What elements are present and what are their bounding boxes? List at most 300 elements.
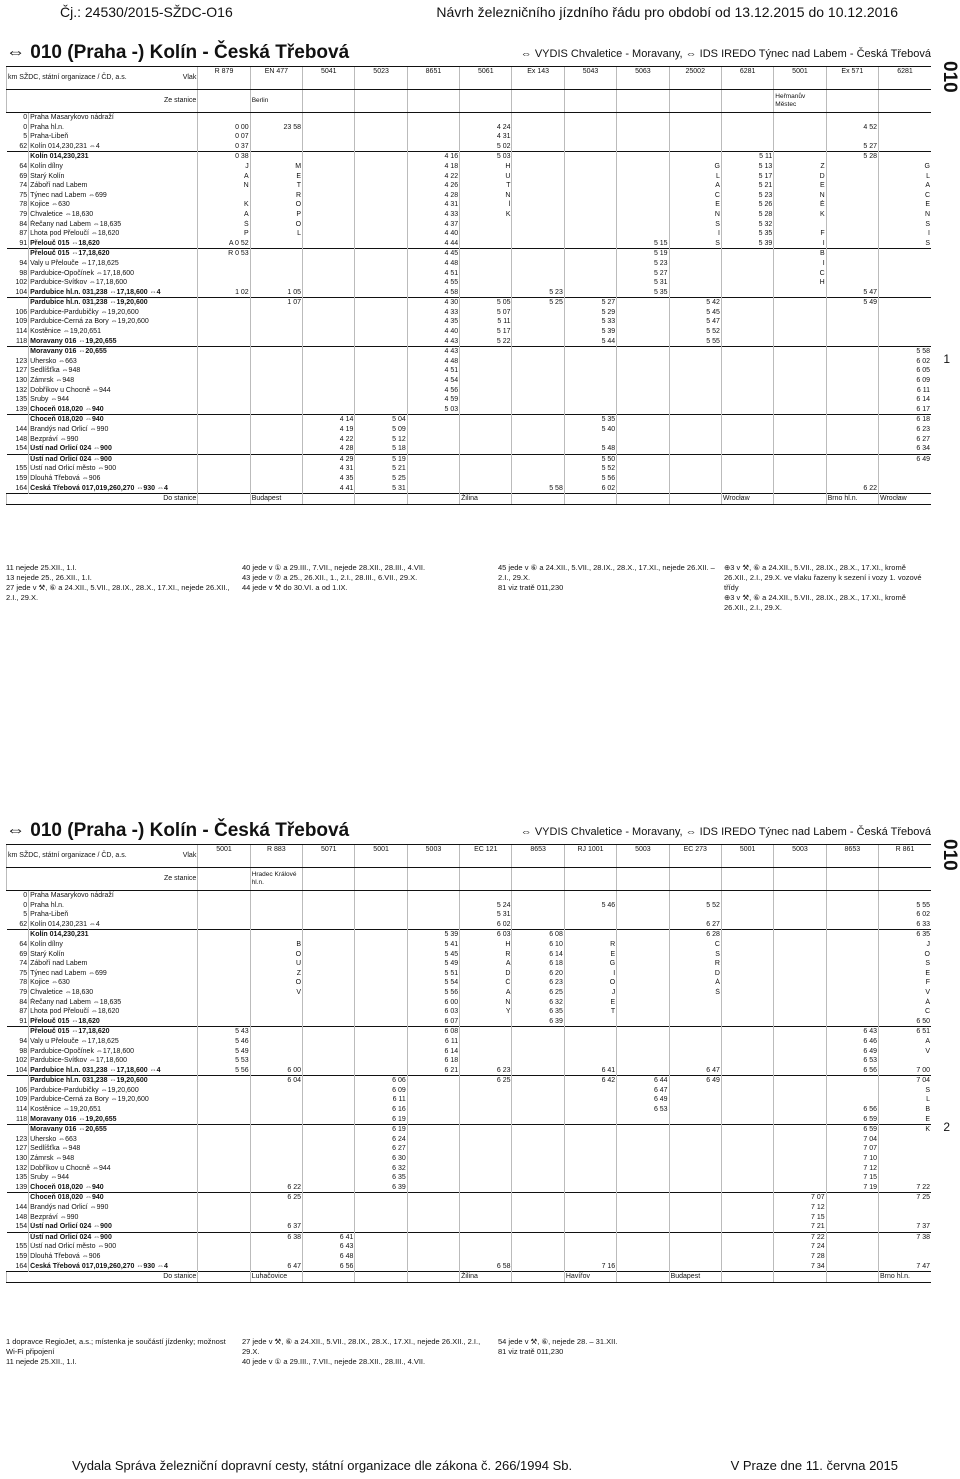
departure-time — [721, 1203, 773, 1213]
departure-time: E — [774, 181, 826, 191]
departure-time: H — [774, 278, 826, 288]
table-row — [7, 1242, 932, 1252]
departure-time — [512, 1232, 564, 1242]
departure-time — [198, 1232, 250, 1242]
departure-time — [250, 474, 302, 484]
departure-time — [721, 249, 773, 259]
departure-time — [355, 152, 407, 162]
departure-time — [250, 239, 302, 249]
departure-time: 6 25 — [512, 988, 564, 998]
departure-time: M — [250, 162, 302, 172]
destination-station — [617, 494, 669, 505]
table-row — [7, 910, 932, 920]
departure-time — [826, 376, 878, 386]
departure-time — [774, 920, 826, 930]
station-name: Brandýs nad Orlicí ⇔990 — [29, 1203, 198, 1213]
departure-time — [564, 123, 616, 133]
departure-time — [407, 1095, 459, 1105]
departure-time — [826, 132, 878, 142]
departure-time — [774, 950, 826, 960]
table-row — [7, 327, 932, 337]
departure-time — [721, 484, 773, 494]
departure-time — [669, 464, 721, 474]
departure-time: A — [879, 1037, 932, 1047]
departure-time — [355, 308, 407, 318]
station-name: Praha hl.n. — [29, 901, 198, 911]
departure-time: 7 15 — [826, 1173, 878, 1183]
station-km — [7, 152, 29, 162]
departure-time — [617, 386, 669, 396]
departure-time: 6 56 — [303, 1262, 355, 1272]
departure-time — [564, 200, 616, 210]
departure-time — [198, 347, 250, 357]
departure-time — [198, 1242, 250, 1252]
departure-time — [774, 1086, 826, 1096]
station-name: Dobříkov u Chocně ⇔944 — [29, 1164, 198, 1174]
departure-time — [355, 210, 407, 220]
notes-column — [242, 563, 492, 593]
departure-time — [198, 1144, 250, 1154]
vlak-label: Vlak — [182, 852, 197, 860]
departure-time — [407, 425, 459, 435]
departure-time — [564, 1047, 616, 1057]
departure-time: 6 14 — [512, 950, 564, 960]
departure-time — [721, 910, 773, 920]
departure-time: 5 56 — [564, 474, 616, 484]
departure-time — [564, 210, 616, 220]
departure-time: 6 08 — [512, 930, 564, 940]
station-km — [7, 1076, 29, 1086]
departure-time: 4 48 — [407, 357, 459, 367]
notes-column — [724, 563, 931, 613]
station-name: Kostěnice ⇔19,20,651 — [29, 1105, 198, 1115]
departure-time: D — [460, 969, 512, 979]
origin-station — [617, 90, 669, 113]
station-name: Přelouč 015 ⇔17,18,620 — [29, 249, 198, 259]
station-name: Týnec nad Labem ⇔699 — [29, 191, 198, 201]
departure-time — [460, 1183, 512, 1193]
departure-time — [407, 464, 459, 474]
destination-station — [198, 1272, 250, 1283]
departure-time — [250, 1095, 302, 1105]
station-name: Choceň 018,020 ⇔940 — [29, 405, 198, 415]
footnote: 40 jede v ① a 29.III., 7.VII., nejede 28.XII., 28.III., 4.VII. — [242, 563, 426, 572]
station-name: Pardubice-Pardubičky ⇔19,20,600 — [29, 1086, 198, 1096]
departure-time — [826, 259, 878, 269]
departure-time — [198, 901, 250, 911]
departure-time: A — [198, 210, 250, 220]
footnote: 44 jede v ⚒ do 30.VI. a od 1.IX. — [242, 583, 348, 592]
departure-time: 6 00 — [250, 1066, 302, 1076]
departure-time — [774, 366, 826, 376]
departure-time — [774, 435, 826, 445]
table-row — [7, 347, 932, 357]
departure-time — [879, 288, 932, 298]
departure-time — [826, 435, 878, 445]
station-km: 123 — [15, 357, 28, 365]
station-km: 135 — [15, 396, 28, 404]
departure-time — [198, 386, 250, 396]
destination-station: Wrocław — [879, 494, 932, 505]
departure-time — [774, 1164, 826, 1174]
departure-time: 6 24 — [355, 1135, 407, 1145]
departure-time — [303, 162, 355, 172]
departure-time — [355, 940, 407, 950]
departure-time: 5 46 — [564, 901, 616, 911]
departure-time: 6 58 — [460, 1262, 512, 1272]
table-row — [7, 1173, 932, 1183]
station-km: 62 — [19, 920, 28, 928]
departure-time — [721, 327, 773, 337]
destination-station — [303, 1272, 355, 1283]
departure-time — [721, 1056, 773, 1066]
departure-time: 6 32 — [512, 998, 564, 1008]
departure-time: 0 00 — [198, 123, 250, 133]
departure-time — [198, 1173, 250, 1183]
departure-time — [303, 1066, 355, 1076]
departure-time — [617, 172, 669, 182]
departure-time: L — [669, 172, 721, 182]
departure-time: 5 44 — [564, 337, 616, 347]
page-number-2: 2 — [943, 1120, 950, 1134]
departure-time — [512, 1173, 564, 1183]
station-km: 69 — [19, 950, 28, 958]
departure-time: 5 33 — [564, 317, 616, 327]
departure-time: 6 06 — [355, 1076, 407, 1086]
departure-time — [250, 376, 302, 386]
departure-time — [721, 988, 773, 998]
departure-time: T — [460, 181, 512, 191]
departure-time — [879, 1203, 932, 1213]
departure-time — [355, 1193, 407, 1203]
station-name: Pardubice-Černá za Bory ⇔19,20,600 — [29, 317, 198, 327]
footnote: 27 jede v ⚒, ⑥ a 24.XII., 5.VII., 28.IX., 28.X., 17.XI., nejede 26.XII., 2.I., 29.X. — [242, 1337, 481, 1356]
departure-time — [774, 1125, 826, 1135]
train-number: Ex 143 — [512, 67, 564, 90]
table-row — [7, 405, 932, 415]
departure-time — [512, 113, 564, 123]
origin-station — [407, 90, 459, 113]
departure-time — [198, 1252, 250, 1262]
departure-time: E — [564, 998, 616, 1008]
table-row — [7, 1164, 932, 1174]
departure-time — [460, 1056, 512, 1066]
station-km: 75 — [19, 191, 28, 199]
departure-time — [879, 123, 932, 133]
departure-time — [564, 220, 616, 230]
departure-time — [250, 249, 302, 259]
departure-time — [879, 484, 932, 494]
departure-time — [303, 910, 355, 920]
departure-time: 6 03 — [460, 930, 512, 940]
departure-time — [355, 259, 407, 269]
station-km: 139 — [15, 405, 28, 413]
departure-time — [617, 435, 669, 445]
departure-time — [564, 405, 616, 415]
departure-time — [617, 123, 669, 133]
departure-time — [721, 891, 773, 901]
table-row — [7, 1095, 932, 1105]
departure-time — [512, 327, 564, 337]
departure-time — [198, 113, 250, 123]
departure-time — [879, 317, 932, 327]
destination-station — [774, 494, 826, 505]
departure-time — [774, 288, 826, 298]
departure-time — [617, 1242, 669, 1252]
departure-time: 6 47 — [669, 1066, 721, 1076]
station-name: Kolín dílny — [29, 940, 198, 950]
departure-time: 5 03 — [407, 405, 459, 415]
departure-time — [721, 1007, 773, 1017]
departure-time: 5 49 — [826, 298, 878, 308]
departure-time — [826, 172, 878, 182]
table-row — [7, 288, 932, 298]
departure-time — [826, 278, 878, 288]
departure-time — [407, 1086, 459, 1096]
departure-time — [879, 1154, 932, 1164]
departure-time — [250, 1125, 302, 1135]
departure-time — [512, 901, 564, 911]
departure-time — [355, 930, 407, 940]
departure-time — [617, 1027, 669, 1037]
departure-time: 4 45 — [407, 249, 459, 259]
departure-time: N — [460, 998, 512, 1008]
departure-time — [250, 337, 302, 347]
departure-time — [826, 181, 878, 191]
footnote: 81 viz tratě 011,230 — [498, 1347, 564, 1356]
departure-time — [669, 259, 721, 269]
section-title-bar — [6, 820, 931, 844]
timetable-table-2 — [6, 844, 931, 1283]
departure-time — [355, 978, 407, 988]
table-row — [7, 200, 932, 210]
station-name: Kolín 014,230,231 — [29, 930, 198, 940]
departure-time — [879, 327, 932, 337]
origin-station: Heřmanův Městec — [774, 90, 826, 113]
station-km: 114 — [15, 328, 28, 336]
departure-time — [669, 405, 721, 415]
train-header-row — [7, 67, 932, 90]
departure-time — [303, 1047, 355, 1057]
departure-time: 7 24 — [774, 1242, 826, 1252]
departure-time: 7 07 — [826, 1144, 878, 1154]
departure-time: 7 38 — [879, 1232, 932, 1242]
departure-time — [355, 910, 407, 920]
departure-time — [250, 1086, 302, 1096]
departure-time — [250, 464, 302, 474]
departure-time — [250, 910, 302, 920]
departure-time: 4 43 — [407, 337, 459, 347]
departure-time — [303, 1173, 355, 1183]
departure-time — [564, 191, 616, 201]
departure-time — [250, 357, 302, 367]
departure-time — [512, 1086, 564, 1096]
station-name: Sruby ⇔944 — [29, 395, 198, 405]
station-km: 91 — [19, 239, 28, 247]
train-number: 8651 — [407, 67, 459, 90]
departure-time: 6 37 — [250, 1222, 302, 1232]
station-name: Kostěnice ⇔19,20,651 — [29, 327, 198, 337]
departure-time — [303, 132, 355, 142]
departure-time — [198, 415, 250, 425]
departure-time — [826, 162, 878, 172]
section-subtitle: ⇔ VYDIS Chvaletice - Moravany, ⇔ IDS IREDO Týnec nad Labem - Česká Třebová — [520, 826, 931, 838]
origin-station — [407, 868, 459, 891]
departure-time — [721, 386, 773, 396]
destination-station — [774, 1272, 826, 1283]
table-row — [7, 901, 932, 911]
departure-time — [460, 1125, 512, 1135]
destination-station: Brno hl.n. — [826, 494, 878, 505]
destination-station — [303, 494, 355, 505]
station-name: Týnec nad Labem ⇔699 — [29, 969, 198, 979]
departure-time — [564, 357, 616, 367]
departure-time — [198, 278, 250, 288]
departure-time — [198, 395, 250, 405]
departure-time — [512, 1135, 564, 1145]
departure-time: P — [250, 210, 302, 220]
origin-station — [460, 868, 512, 891]
departure-time: 5 28 — [826, 152, 878, 162]
destination-station — [564, 494, 616, 505]
departure-time: 4 31 — [460, 132, 512, 142]
departure-time: 7 34 — [774, 1262, 826, 1272]
departure-time: 6 27 — [355, 1144, 407, 1154]
departure-time — [355, 357, 407, 367]
departure-time — [303, 1056, 355, 1066]
departure-time: 4 31 — [303, 464, 355, 474]
departure-time: 6 46 — [826, 1037, 878, 1047]
departure-time — [721, 298, 773, 308]
departure-time: 7 04 — [826, 1135, 878, 1145]
station-km: 94 — [19, 1037, 28, 1045]
departure-time: 7 12 — [826, 1164, 878, 1174]
table-row — [7, 1252, 932, 1262]
departure-time — [303, 1222, 355, 1232]
departure-time — [564, 920, 616, 930]
departure-time: 6 43 — [303, 1242, 355, 1252]
departure-time — [721, 337, 773, 347]
departure-time — [826, 1242, 878, 1252]
departure-time — [826, 327, 878, 337]
departure-time — [198, 1193, 250, 1203]
station-name: Valy u Přelouče ⇔17,18,625 — [29, 1037, 198, 1047]
departure-time — [407, 910, 459, 920]
departure-time — [355, 1203, 407, 1213]
departure-time — [669, 1173, 721, 1183]
departure-time — [826, 229, 878, 239]
departure-time — [303, 357, 355, 367]
departure-time — [512, 1154, 564, 1164]
table-row — [7, 978, 932, 988]
departure-time — [303, 1027, 355, 1037]
departure-time — [303, 229, 355, 239]
departure-time — [355, 1242, 407, 1252]
table-row — [7, 210, 932, 220]
departure-time — [721, 1135, 773, 1145]
station-name: Bezpráví ⇔990 — [29, 435, 198, 445]
departure-time — [564, 269, 616, 279]
notes-column — [6, 563, 236, 603]
departure-time: K — [198, 200, 250, 210]
departure-time — [564, 930, 616, 940]
departure-time: 5 49 — [198, 1047, 250, 1057]
departure-time: 6 59 — [826, 1125, 878, 1135]
station-name: Sedlíšťka ⇔948 — [29, 1144, 198, 1154]
departure-time: 6 35 — [879, 930, 932, 940]
departure-time — [460, 357, 512, 367]
departure-time — [460, 425, 512, 435]
departure-time — [250, 1242, 302, 1252]
origin-station — [721, 90, 773, 113]
departure-time: N — [774, 191, 826, 201]
departure-time: 5 25 — [512, 298, 564, 308]
departure-time: 5 28 — [721, 210, 773, 220]
departure-time — [564, 181, 616, 191]
train-number: 6281 — [879, 67, 932, 90]
station-name: Dobříkov u Chocně ⇔944 — [29, 386, 198, 396]
departure-time — [774, 317, 826, 327]
departure-time — [564, 172, 616, 182]
departure-time: 6 41 — [564, 1066, 616, 1076]
station-name: Pardubice hl.n. 031,238 ⇔19,20,600 — [29, 298, 198, 308]
departure-time: 4 54 — [407, 376, 459, 386]
departure-time — [617, 327, 669, 337]
departure-time: S — [669, 950, 721, 960]
departure-time — [721, 1047, 773, 1057]
departure-time: 6 11 — [407, 1037, 459, 1047]
departure-time: S — [879, 959, 932, 969]
departure-time — [303, 1164, 355, 1174]
footnote: ⊕3 v ⚒, ⑥ a 24.XII., 5.VII., 28.IX., 28.X., 17.XI., kromě 26.XII., 2.I., 29.X. — [724, 593, 906, 612]
departure-time — [407, 1262, 459, 1272]
from-station-row — [7, 868, 932, 891]
departure-time — [721, 930, 773, 940]
departure-time — [407, 1144, 459, 1154]
departure-time — [460, 249, 512, 259]
departure-time — [617, 1173, 669, 1183]
departure-time — [774, 1047, 826, 1057]
departure-time: 5 47 — [669, 317, 721, 327]
timetable-section-1 — [6, 42, 931, 505]
departure-time — [303, 969, 355, 979]
departure-time — [198, 910, 250, 920]
station-km: 154 — [15, 445, 28, 453]
footnote: 45 jede v ⑥ a 24.XII., 5.VII., 28.IX., 28.X., 17.XI., nejede 26.XII. – 2.I., 29.X. — [498, 563, 715, 582]
departure-time: 6 47 — [250, 1262, 302, 1272]
page-number-1: 1 — [943, 352, 950, 366]
departure-time — [721, 444, 773, 454]
departure-time — [721, 288, 773, 298]
departure-time — [250, 454, 302, 464]
departure-time — [250, 1173, 302, 1183]
departure-time — [721, 317, 773, 327]
departure-time — [355, 162, 407, 172]
departure-time — [564, 347, 616, 357]
station-name: Lhota pod Přeloučí ⇔18,620 — [29, 229, 198, 239]
station-name: Pardubice-Opočínek ⇔17,18,600 — [29, 269, 198, 279]
departure-time — [198, 327, 250, 337]
departure-time — [198, 1105, 250, 1115]
departure-time — [512, 229, 564, 239]
table-row — [7, 386, 932, 396]
departure-time: R — [460, 950, 512, 960]
departure-time — [303, 1007, 355, 1017]
departure-time — [721, 366, 773, 376]
departure-time — [826, 1222, 878, 1232]
footer-publisher: Vydala Správa železniční dopravní cesty, státní organizace dle zákona č. 266/1994 Sb. — [72, 1458, 573, 1473]
table-row — [7, 220, 932, 230]
